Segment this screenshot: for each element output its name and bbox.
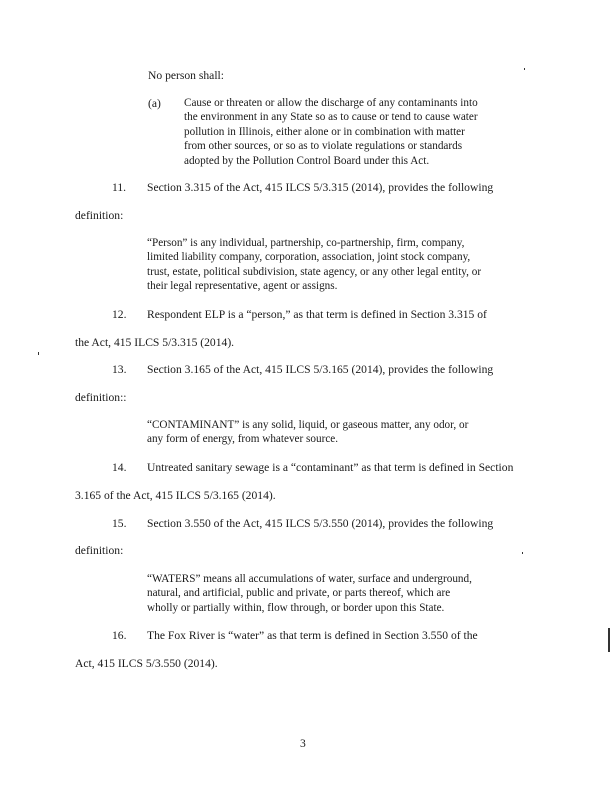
para-15-line1: Section 3.550 of the Act, 415 ILCS 5/3.550 (2014), provides the following (147, 517, 494, 530)
subsection-line: Cause or threaten or allow the discharge of any contaminants into (184, 97, 478, 109)
para-12-line1: Respondent ELP is a “person,” as that term is defined in Section 3.315 of (147, 308, 487, 321)
quote-contaminant (147, 418, 468, 447)
scan-mark (608, 628, 610, 652)
para-13-line2: definition:: (75, 391, 127, 404)
quote-person-line: their legal representative, agent or assigns. (147, 280, 338, 293)
quote-waters-line: “WATERS” means all accumulations of water, surface and underground, (147, 573, 472, 585)
subsection-line: pollution in Illinois, either alone or in combination with matter (184, 125, 465, 138)
scan-mark (38, 352, 39, 355)
para-13-number: 13. (112, 363, 127, 376)
quote-contaminant-line: any form of energy, from whatever source. (147, 433, 339, 446)
para-12-line2: the Act, 415 ILCS 5/3.315 (2014). (75, 336, 235, 349)
para-16-line2: Act, 415 ILCS 5/3.550 (2014). (75, 657, 218, 670)
para-16-line1: The Fox River is “water” as that term is defined in Section 3.550 of the (147, 629, 478, 642)
quote-contaminant-line: “CONTAMINANT” is any solid, liquid, or gaseous matter, any odor, or (147, 419, 469, 431)
quote-person-line: “Person” is any individual, partnership, co-partnership, firm, company, (147, 237, 465, 249)
para-11-line1: Section 3.315 of the Act, 415 ILCS 5/3.315 (2014), provides the following (147, 181, 494, 194)
subsection-label: (a) (148, 97, 161, 110)
para-11-number: 11. (112, 181, 127, 194)
subsection-line: the environment in any State so as to cause or tend to cause water (184, 111, 478, 124)
para-13-line1: Section 3.165 of the Act, 415 ILCS 5/3.165 (2014), provides the following (147, 363, 494, 376)
para-14-number: 14. (112, 461, 127, 474)
quote-waters-line: wholly or partially within, flow through, or border upon this State. (147, 601, 445, 614)
page-number: 3 (300, 737, 306, 750)
subsection-text (184, 96, 478, 168)
quote-waters (147, 572, 472, 615)
para-16-number: 16. (112, 629, 127, 642)
subsection-line: from other sources, or so as to violate regulations or standards (184, 140, 463, 153)
quote-person (147, 236, 481, 294)
scan-mark (522, 552, 523, 554)
para-14-line2: 3.165 of the Act, 415 ILCS 5/3.165 (2014). (75, 489, 276, 502)
quote-person-line: trust, estate, political subdivision, state agency, or any other legal entity, or (147, 265, 482, 278)
scan-mark (524, 68, 525, 70)
quote-waters-line: natural, and artificial, public and private, or parts thereof, which are (147, 587, 451, 600)
quote-person-line: limited liability company, corporation, association, joint stock company, (147, 251, 471, 264)
para-11-line2: definition: (75, 209, 124, 222)
para-15-number: 15. (112, 517, 127, 530)
para-12-number: 12. (112, 308, 127, 321)
intro-text: No person shall: (148, 69, 224, 82)
subsection-line: adopted by the Pollution Control Board under this Act. (184, 154, 430, 167)
para-14-line1: Untreated sanitary sewage is a “contaminant” as that term is defined in Section (147, 461, 514, 474)
para-15-line2: definition: (75, 544, 124, 557)
